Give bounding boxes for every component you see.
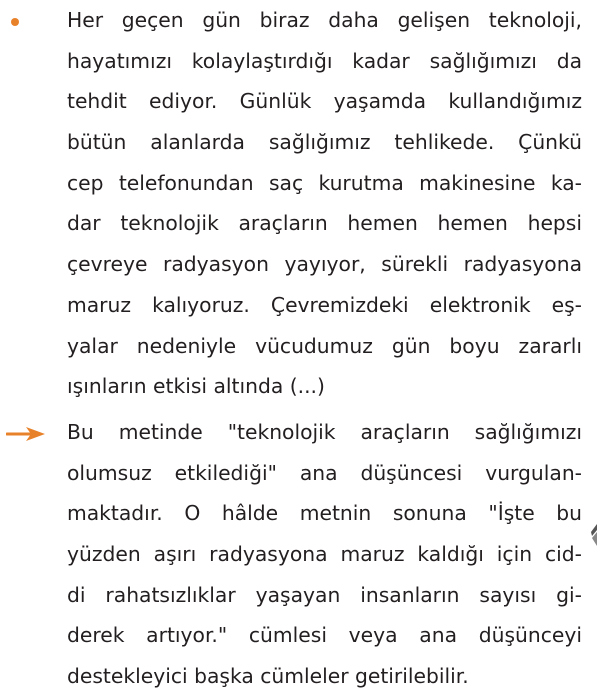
text-line: çevreye radyasyon yayıyor, sürekli radyasyona — [67, 252, 582, 277]
text-line: di rahatsızlıklar yaşayan insanların sayısı gi- — [67, 582, 582, 607]
text-line: destekleyici başka cümleler getirilebilir. — [67, 664, 469, 689]
text-line: Bu metinde "teknolojik araçların sağlığımızı — [67, 420, 582, 444]
text-line: yalar nedeniyle vücudumuz gün boyu zararlı — [67, 333, 582, 358]
text-line: ışınların etkisi altında (...) — [67, 374, 325, 399]
text-line: derek artıyor." cümlesi veya ana düşünceyi — [67, 623, 582, 648]
explanation-paragraph — [67, 412, 582, 697]
quoted-paragraph — [67, 0, 582, 407]
text-line: hayatımızı kolaylaştırdığı kadar sağlığımızı da — [67, 48, 582, 73]
text-line: maruz kalıyoruz. Çevremizdeki elektronik eş- — [67, 292, 582, 317]
text-line: bütün alanlarda sağlığımız tehlikede. Çünkü — [67, 130, 582, 155]
text-line: olumsuz etkilediği" ana düşüncesi vurgulan- — [67, 460, 582, 485]
orange-arrow-icon — [6, 423, 48, 445]
text-line: Her geçen gün biraz daha gelişen teknoloji, — [67, 8, 582, 32]
orange-dot-bullet-icon — [11, 18, 19, 26]
pencil-tip-icon — [589, 522, 597, 548]
text-line: cep telefonundan saç kurutma makinesine ka- — [67, 170, 582, 195]
text-line: tehdit ediyor. Günlük yaşamda kullandığımız — [67, 89, 582, 114]
text-line: dar teknolojik araçların hemen hemen hepsi — [67, 211, 582, 236]
text-line: yüzden aşırı radyasyona maruz kaldığı için cid- — [67, 542, 582, 567]
text-line: maktadır. O hâlde metnin sonuna "İşte bu — [67, 501, 582, 526]
